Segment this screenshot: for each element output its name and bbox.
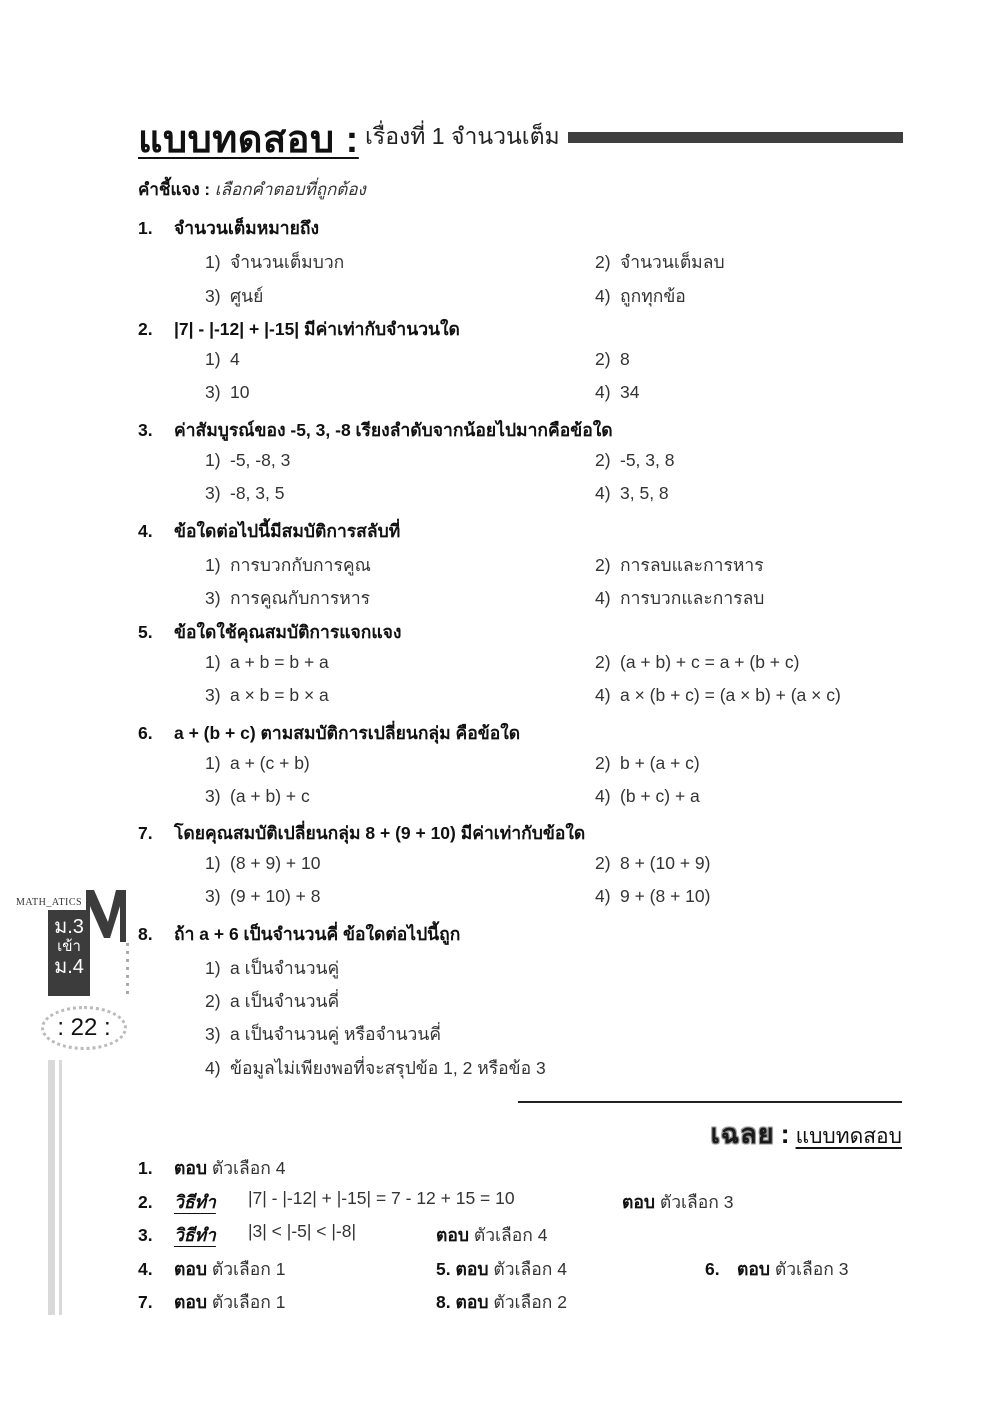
question-6-option-4[interactable]: 4) (b + c) + a: [595, 786, 700, 806]
question-text: ค่าสัมบูรณ์ของ -5, 3, -8 เรียงลำดับจากน้อยไปมากคือข้อใด: [174, 420, 613, 440]
question-text: a + (b + c) ตามสมบัติการเปลี่ยนกลุ่ม คือข้อใด: [174, 723, 521, 743]
question-text: จำนวนเต็มหมายถึง: [174, 218, 320, 238]
question-number: 8.: [138, 924, 153, 944]
question-number: 3.: [138, 420, 153, 440]
answer-2-work: |7| - |-12| + |-15| = 7 - 12 + 15 = 10: [248, 1188, 515, 1208]
answer-4: 4. ตอบ ตัวเลือก 1: [138, 1259, 286, 1279]
question-text: ข้อใดต่อไปนี้มีสมบัติการสลับที่: [174, 521, 401, 541]
question-2-option-1[interactable]: 1) 4: [205, 349, 240, 369]
question-3: [138, 416, 613, 444]
question-8: [138, 920, 460, 948]
margin-bar-thin: [59, 1060, 62, 1315]
question-text: ถ้า a + 6 เป็นจำนวนคี่ ข้อใดต่อไปนี้ถูก: [174, 924, 461, 944]
page-subtitle: เรื่องที่ 1 จำนวนเต็ม: [365, 123, 560, 149]
answer-8: 8. ตอบ ตัวเลือก 2: [436, 1292, 567, 1312]
question-text: โดยคุณสมบัติเปลี่ยนกลุ่ม 8 + (9 + 10) มีค่าเท่ากับข้อใด: [174, 823, 586, 843]
answer-key-subtitle: แบบทดสอบ: [795, 1125, 902, 1148]
question-number: 2.: [138, 319, 153, 339]
instructions-label: คำชี้แจง :: [138, 180, 211, 199]
title-decorative-bar: [568, 132, 903, 143]
question-8-option-1[interactable]: 1) a เป็นจำนวนคู่: [205, 958, 340, 978]
question-text: ข้อใดใช้คุณสมบัติการแจกแจง: [174, 622, 402, 642]
question-4-option-1[interactable]: 1) การบวกกับการคูณ: [205, 555, 371, 575]
question-4-option-4[interactable]: 4) การบวกและการลบ: [595, 588, 765, 608]
question-5-option-1[interactable]: 1) a + b = b + a: [205, 652, 329, 672]
answer-6: 6. ตอบ ตัวเลือก 3: [705, 1259, 849, 1279]
question-2-option-3[interactable]: 3) 10: [205, 382, 250, 402]
question-number: 4.: [138, 521, 153, 541]
answer-2-choice: ตอบ ตัวเลือก 3: [622, 1192, 734, 1212]
answer-key-heading: เฉลย : แบบทดสอบ: [710, 1119, 902, 1149]
dotted-divider: [126, 943, 129, 995]
question-4-option-2[interactable]: 2) การลบและการหาร: [595, 555, 764, 575]
question-2-option-2[interactable]: 2) 8: [595, 349, 630, 369]
answer-divider: [518, 1101, 902, 1103]
grade-to: ม.4: [54, 956, 84, 978]
question-2: [138, 315, 460, 343]
question-7: [138, 819, 585, 847]
question-6: [138, 719, 520, 747]
answer-3-choice: ตอบ ตัวเลือก 4: [436, 1225, 548, 1245]
grade-badge: [48, 910, 90, 996]
question-1-option-2[interactable]: 2) จำนวนเต็มลบ: [595, 252, 725, 272]
answer-key-title: เฉลย: [710, 1119, 775, 1149]
question-number: 7.: [138, 823, 153, 843]
mathematics-m-logo-icon: [86, 888, 130, 942]
question-6-option-2[interactable]: 2) b + (a + c): [595, 753, 700, 773]
question-5-option-3[interactable]: 3) a × b = b × a: [205, 685, 329, 705]
instructions-text: เลือกคำตอบที่ถูกต้อง: [214, 180, 366, 199]
question-4-option-3[interactable]: 3) การคูณกับการหาร: [205, 588, 371, 608]
question-8-option-2[interactable]: 2) a เป็นจำนวนคี่: [205, 991, 340, 1011]
question-8-option-4[interactable]: 4) ข้อมูลไม่เพียงพอที่จะสรุปข้อ 1, 2 หรือข้อ 3: [205, 1058, 546, 1078]
page-title: แบบทดสอบ :: [138, 119, 359, 161]
page-number: : 22 :: [41, 1006, 127, 1050]
question-3-option-4[interactable]: 4) 3, 5, 8: [595, 483, 669, 503]
question-5-option-4[interactable]: 4) a × (b + c) = (a × b) + (a × c): [595, 685, 841, 705]
question-1-option-3[interactable]: 3) ศูนย์: [205, 286, 264, 306]
grade-from: ม.3: [54, 916, 84, 938]
question-number: 5.: [138, 622, 153, 642]
question-6-option-1[interactable]: 1) a + (c + b): [205, 753, 310, 773]
question-6-option-3[interactable]: 3) (a + b) + c: [205, 786, 310, 806]
question-5: [138, 618, 401, 646]
question-3-option-3[interactable]: 3) -8, 3, 5: [205, 483, 285, 503]
question-8-option-3[interactable]: 3) a เป็นจำนวนคู่ หรือจำนวนคี่: [205, 1024, 442, 1044]
question-text: |7| - |-12| + |-15| มีค่าเท่ากับจำนวนใด: [174, 319, 460, 339]
question-1-option-1[interactable]: 1) จำนวนเต็มบวก: [205, 252, 345, 272]
question-1: [138, 214, 319, 242]
answer-3-work: |3| < |-5| < |-8|: [248, 1221, 357, 1241]
question-3-option-1[interactable]: 1) -5, -8, 3: [205, 450, 291, 470]
question-7-option-2[interactable]: 2) 8 + (10 + 9): [595, 853, 711, 873]
question-4: [138, 517, 400, 545]
grade-join: เข้า: [57, 938, 81, 955]
question-number: 1.: [138, 218, 153, 238]
question-3-option-2[interactable]: 2) -5, 3, 8: [595, 450, 675, 470]
question-5-option-2[interactable]: 2) (a + b) + c = a + (b + c): [595, 652, 800, 672]
question-7-option-4[interactable]: 4) 9 + (8 + 10): [595, 886, 711, 906]
brand-label: MATH_ATICS: [16, 897, 83, 908]
answer-3: 3. วิธีทำ: [138, 1225, 216, 1245]
answer-5: 5. ตอบ ตัวเลือก 4: [436, 1259, 567, 1279]
margin-bar: [48, 1060, 55, 1315]
question-2-option-4[interactable]: 4) 34: [595, 382, 640, 402]
answer-2: 2. วิธีทำ: [138, 1192, 216, 1212]
answer-7: 7. ตอบ ตัวเลือก 1: [138, 1292, 286, 1312]
answer-1: 1. ตอบ ตัวเลือก 4: [138, 1158, 286, 1178]
question-number: 6.: [138, 723, 153, 743]
question-7-option-3[interactable]: 3) (9 + 10) + 8: [205, 886, 321, 906]
question-7-option-1[interactable]: 1) (8 + 9) + 10: [205, 853, 321, 873]
instructions: [138, 176, 366, 203]
question-1-option-4[interactable]: 4) ถูกทุกข้อ: [595, 286, 686, 306]
